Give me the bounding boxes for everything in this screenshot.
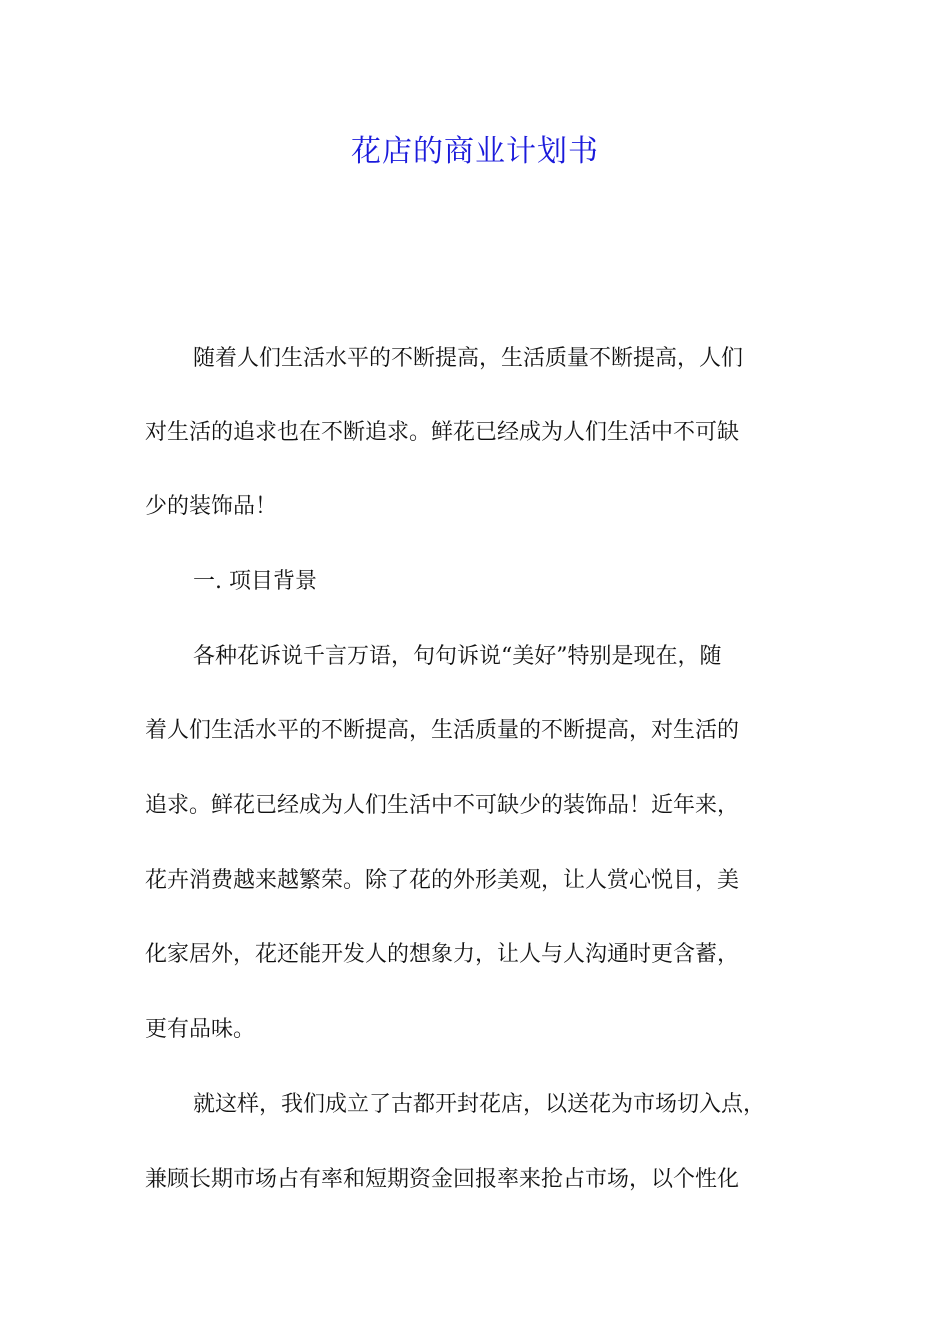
paragraph-line: 对生活的追求也在不断追求。鲜花已经成为人们生活中不可缺: [145, 420, 740, 445]
paragraph-line: 追求。鲜花已经成为人们生活中不可缺少的装饰品！近年来，: [145, 793, 740, 818]
paragraph-line: 着人们生活水平的不断提高，生活质量的不断提高，对生活的: [145, 718, 740, 743]
paragraph-line: 化家居外，花还能开发人的想象力，让人与人沟通时更含蓄，: [145, 942, 740, 967]
paragraph-line: 随着人们生活水平的不断提高，生活质量不断提高，人们: [193, 346, 744, 371]
paragraph-line: 各种花诉说千言万语，句句诉说“美好”特别是现在，随: [193, 644, 722, 669]
paragraph-line: 花卉消费越来越繁荣。除了花的外形美观，让人赏心悦目，美: [145, 868, 740, 893]
paragraph-line: 兼顾长期市场占有率和短期资金回报率来抢占市场，以个性化: [145, 1167, 740, 1192]
document-title: 花店的商业计划书: [351, 134, 599, 169]
section-heading: 一. 项目背景: [193, 569, 317, 594]
paragraph-line: 少的装饰品！: [145, 494, 278, 519]
paragraph-line: 更有品味。: [145, 1017, 256, 1042]
paragraph-line: 就这样，我们成立了古都开封花店，以送花为市场切入点，: [193, 1092, 766, 1117]
